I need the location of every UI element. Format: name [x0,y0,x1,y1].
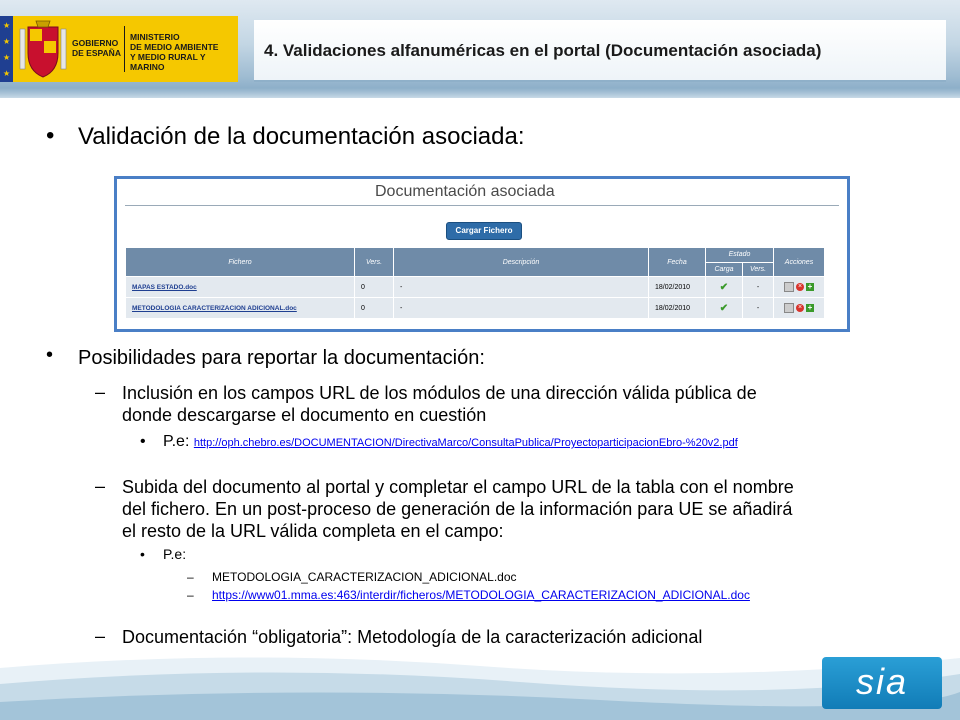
delete-icon[interactable]: × [797,304,803,311]
edit-icon[interactable] [784,282,794,292]
example-2-prefix: P.e: [163,546,187,562]
add-icon[interactable]: + [807,282,813,291]
dash-marker: – [187,570,194,584]
bullet-dot: • [46,122,55,149]
col-estado: Estado [706,248,774,263]
cell-descripcion: - [394,277,649,298]
example-url-link[interactable]: http://oph.chebro.es/DOCUMENTACION/DirectivaMarco/ConsultaPublica/ProyectoparticipacionEbro-%20v2.pdf [193,437,738,449]
eu-flag-strip: ★ ★ ★ ★ [0,16,13,82]
col-carga: Carga [706,262,743,277]
cell-estado-vers: - [743,277,774,298]
edit-icon[interactable] [784,303,794,313]
table-row [126,277,825,298]
full-url-link[interactable]: https://www01.mma.es:463/interdir/ficheros/METODOLOGIA_CARACTERIZACION_ADICIONAL.doc [212,588,750,602]
example-1: P.e: http://oph.chebro.es/DOCUMENTACION/DirectivaMarco/ConsultaPublica/ProyectoparticipacionEbro-%20v2.pdf [163,433,738,450]
logo-divider [124,26,125,72]
sub-mandatory: Documentación “obligatoria”: Metodología de la caracterización adicional [122,627,703,647]
file-link[interactable]: MAPAS ESTADO.doc [132,283,197,291]
col-fecha: Fecha [649,248,706,277]
example-full-url [212,588,750,602]
documents-table [125,247,825,319]
dash-marker: – [187,588,194,602]
slide-title: 4. Validaciones alfanuméricas en el portal (Documentación asociada) [264,41,822,60]
cell-descripcion: - [394,298,649,319]
bullet-dot: • [140,433,146,450]
sub-upload: Subida del documento al portal y completar el campo URL de la tabla con el nombre del fichero. En un post-proceso de generación de la información para UE se añadirá el resto de la URL válida completa en el campo: [122,477,794,541]
file-link[interactable]: METODOLOGIA CARACTERIZACION ADICIONAL.doc [132,304,297,312]
dash-marker: – [95,382,106,402]
dash-marker: – [95,476,106,496]
doc-panel-screenshot [114,176,850,332]
delete-icon[interactable]: × [797,283,803,290]
cell-vers: 0 [355,298,394,319]
logo-ministerio-text: MINISTERIO DE MEDIO AMBIENTE Y MEDIO RURAL Y MARINO [130,32,219,72]
government-logo [0,16,238,82]
col-descripcion: Descripción [394,248,649,277]
upload-file-button[interactable]: Cargar Fichero [446,222,522,240]
footer-wave [0,648,960,720]
bullet-dot: • [46,344,54,366]
cell-estado-vers: - [743,298,774,319]
sub-inclusion: Inclusión en los campos URL de los módulos de una dirección válida pública de donde descargarse el documento en cuestión [122,383,757,425]
add-icon[interactable]: + [807,303,813,312]
bullet-validation: Validación de la documentación asociada: [78,123,525,150]
doc-panel-rule [125,205,839,206]
check-icon: ✔ [719,281,729,293]
col-acciones: Acciones [774,248,825,277]
slide-title-box [254,20,946,82]
table-row [126,298,825,319]
dash-marker: – [95,626,106,646]
col-vers: Vers. [355,248,394,277]
doc-panel-title: Documentación asociada [375,183,555,200]
example-filename: METODOLOGIA_CARACTERIZACION_ADICIONAL.doc [212,570,517,584]
logo-gobierno-text: GOBIERNO DE ESPAÑA [72,38,121,58]
cell-vers: 0 [355,277,394,298]
sia-logo: sia [822,657,942,709]
bullet-dot: • [140,546,145,562]
cell-fecha: 18/02/2010 [649,277,706,298]
coat-of-arms-icon [18,19,68,79]
bullet-possibilities: Posibilidades para reportar la documentación: [78,347,485,369]
cell-fecha: 18/02/2010 [649,298,706,319]
check-icon: ✔ [719,302,729,314]
col-fichero: Fichero [126,248,355,277]
col-estado-vers: Vers. [743,262,774,277]
